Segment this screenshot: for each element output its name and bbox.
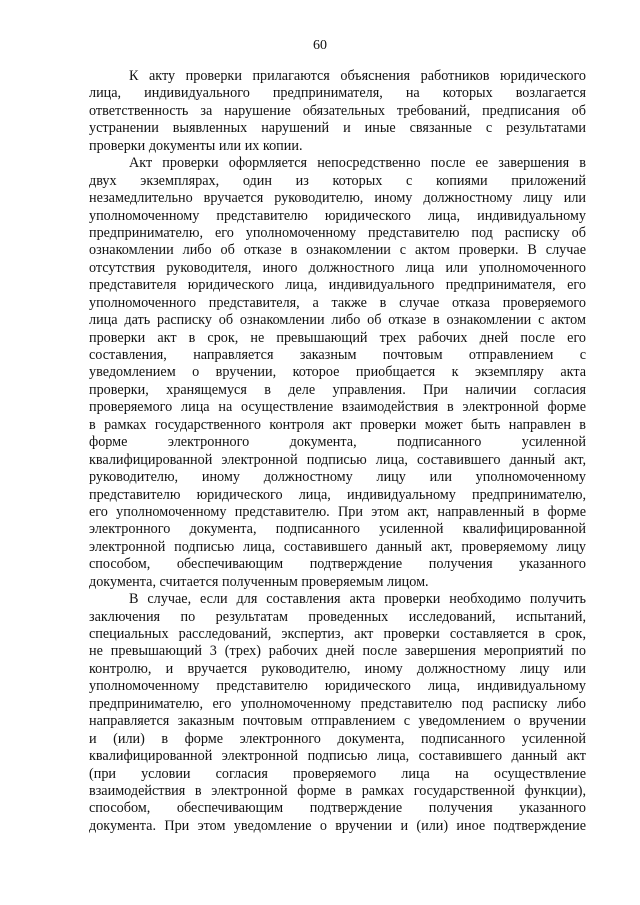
text-line: представителю юридического лица, индивидуальному предпринимателю, [89,486,586,503]
text-line: составления, направляется заказным почтовым отправлением с [89,347,586,363]
text-line: и (или) в форме электронного документа, подписанного усиленной [89,730,586,747]
text-line: Акт проверки оформляется непосредственно после ее завершения в [129,155,586,172]
text-line: руководителю, иному должностному лицу или уполномоченному [89,469,586,486]
text-line: документа, считается полученным проверяемым лицом. [89,573,429,590]
text-line: заключения по результатам проведенных исследований, испытаний, [89,608,586,625]
text-line: взаимодействия в электронной форме в рамках государственной функции), [89,782,586,799]
text-line: представителя юридического лица, индивидуального предпринимателя, его [89,277,586,294]
paragraph-expert-conclusions [89,591,586,835]
paragraph-act-registration [89,155,586,591]
text-line: способом, обеспечивающим подтверждение получения указанного [89,556,586,573]
text-line: ознакомлении либо об отказе в ознакомлении с актом проверки. В случае [89,242,586,259]
text-line: квалифицированной электронной подписью лица, составившего данный акт [89,748,586,765]
text-line: В случае, если для составления акта проверки необходимо получить [129,591,586,608]
text-line: отсутствия руководителя, иного должностного лица или уполномоченного [89,259,586,276]
text-line: двух экземплярах, один из которых с копиями приложений [89,172,586,189]
text-line: проверки акт в срок, не превышающий трех рабочих дней после его [89,329,586,346]
text-line: в рамках государственного контроля акт проверки может быть направлен в [89,416,586,433]
text-line: лица, индивидуального предпринимателя, на которых возлагается [89,85,586,102]
text-line: специальных расследований, экспертиз, акт проверки составляется в срок, [89,626,586,642]
text-line: форме электронного документа, подписанного усиленной [89,434,586,451]
text-line: лица дать расписку об ознакомлении либо об отказе в ознакомлении с актом [89,312,586,329]
text-line: его уполномоченному представителю. При этом акт, направленный в форме [89,503,586,520]
text-line: предпринимателю, его уполномоченному представителю под расписку об [89,224,586,241]
text-line: ответственность за нарушение обязательных требований, предписания об [89,102,586,119]
text-line: уполномоченному представителю юридического лица, индивидуальному [89,678,586,695]
text-line: предпринимателю, его уполномоченному представителю под расписку либо [89,695,586,712]
text-line: уполномоченному представителю юридического лица, индивидуальному [89,207,586,224]
text-line: направляется заказным почтовым отправлением с уведомлением о вручении [89,713,586,730]
text-line: (при условии согласия проверяемого лица на осуществление [89,765,586,782]
text-line: уведомлением о вручении, которое приобщается к экземпляру акта [89,364,586,381]
text-line: электронного документа, подписанного усиленной квалифицированной [89,521,586,538]
text-line: контролю, и вручается руководителю, иному должностному лицу или [89,660,586,677]
text-line: проверяемого лица на осуществление взаимодействия в электронной форме [89,399,586,416]
document-body [89,68,586,835]
paragraph-attachments [89,68,586,155]
text-line: документа. При этом уведомление о вручении и (или) иное подтверждение [89,817,586,834]
page-number: 60 [313,38,327,53]
text-line: электронной подписью лица, составившего данный акт, проверяемому лицу [89,538,586,555]
text-line: проверки документы или их копии. [89,137,303,154]
text-line: проверки, хранящемуся в деле управления. При наличии согласия [89,381,586,398]
text-line: способом, обеспечивающим подтверждение получения указанного [89,800,586,817]
text-line: К акту проверки прилагаются объяснения работников юридического [129,68,586,84]
text-line: квалифицированной электронной подписью лица, составившего данный акт, [89,451,586,468]
text-line: уполномоченного представителя, а также в случае отказа проверяемого [89,294,586,311]
text-line: незамедлительно вручается руководителю, иному должностному лицу или [89,190,586,207]
text-line: устранении выявленных нарушений и иные связанные с результатами [89,120,586,137]
text-line: не превышающий 3 (трех) рабочих дней после завершения мероприятий по [89,643,586,660]
